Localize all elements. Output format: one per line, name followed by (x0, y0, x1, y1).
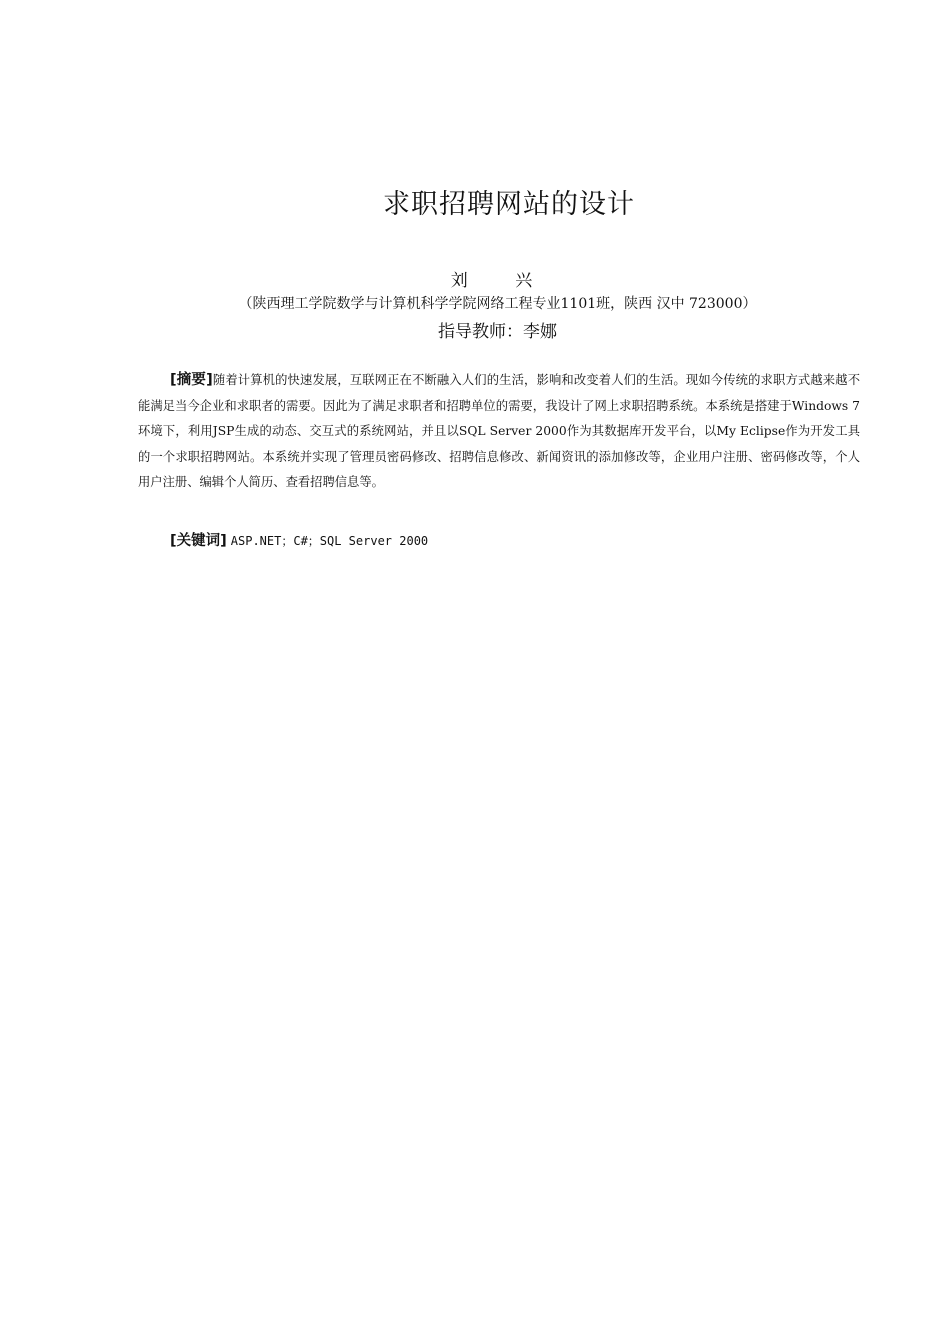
paper-title: 求职招聘网站的设计 (383, 189, 635, 220)
author-name: 刘 兴 (450, 271, 545, 291)
author-affiliation: （陕西理工学院数学与计算机科学学院网络工程专业1101班，陕西 汉中 723000） (238, 296, 757, 312)
abstract-label: [摘要] (170, 372, 213, 388)
keywords-label: [关键词] (170, 533, 227, 549)
abstract-paragraph (138, 368, 860, 496)
abstract-text: 随着计算机的快速发展，互联网正在不断融入人们的生活，影响和改变着人们的生活。现如今传统的求职方式越来越不能满足当今企业和求职者的需要。因此为了满足求职者和招聘单位的需要，我设计了网上求职招聘系统。本系统是搭建于Windows 7环境下，利用JSP生成的动态、交互式的系统网站，并且以SQL Server 2000作为其数据库开发平台，以My Eclipse作为开发工具的一个求职招聘网站。本系统并实现了管理员密码修改、招聘信息修改、新闻资讯的添加修改等，企业用户注册、密码修改等，个人用户注册、编辑个人简历、查看招聘信息等。 (138, 373, 860, 489)
keywords-line (170, 529, 428, 554)
advisor-line: 指导教师：李娜 (438, 322, 557, 342)
keywords-text: ASP.NET；C#；SQL Server 2000 (230, 534, 429, 548)
